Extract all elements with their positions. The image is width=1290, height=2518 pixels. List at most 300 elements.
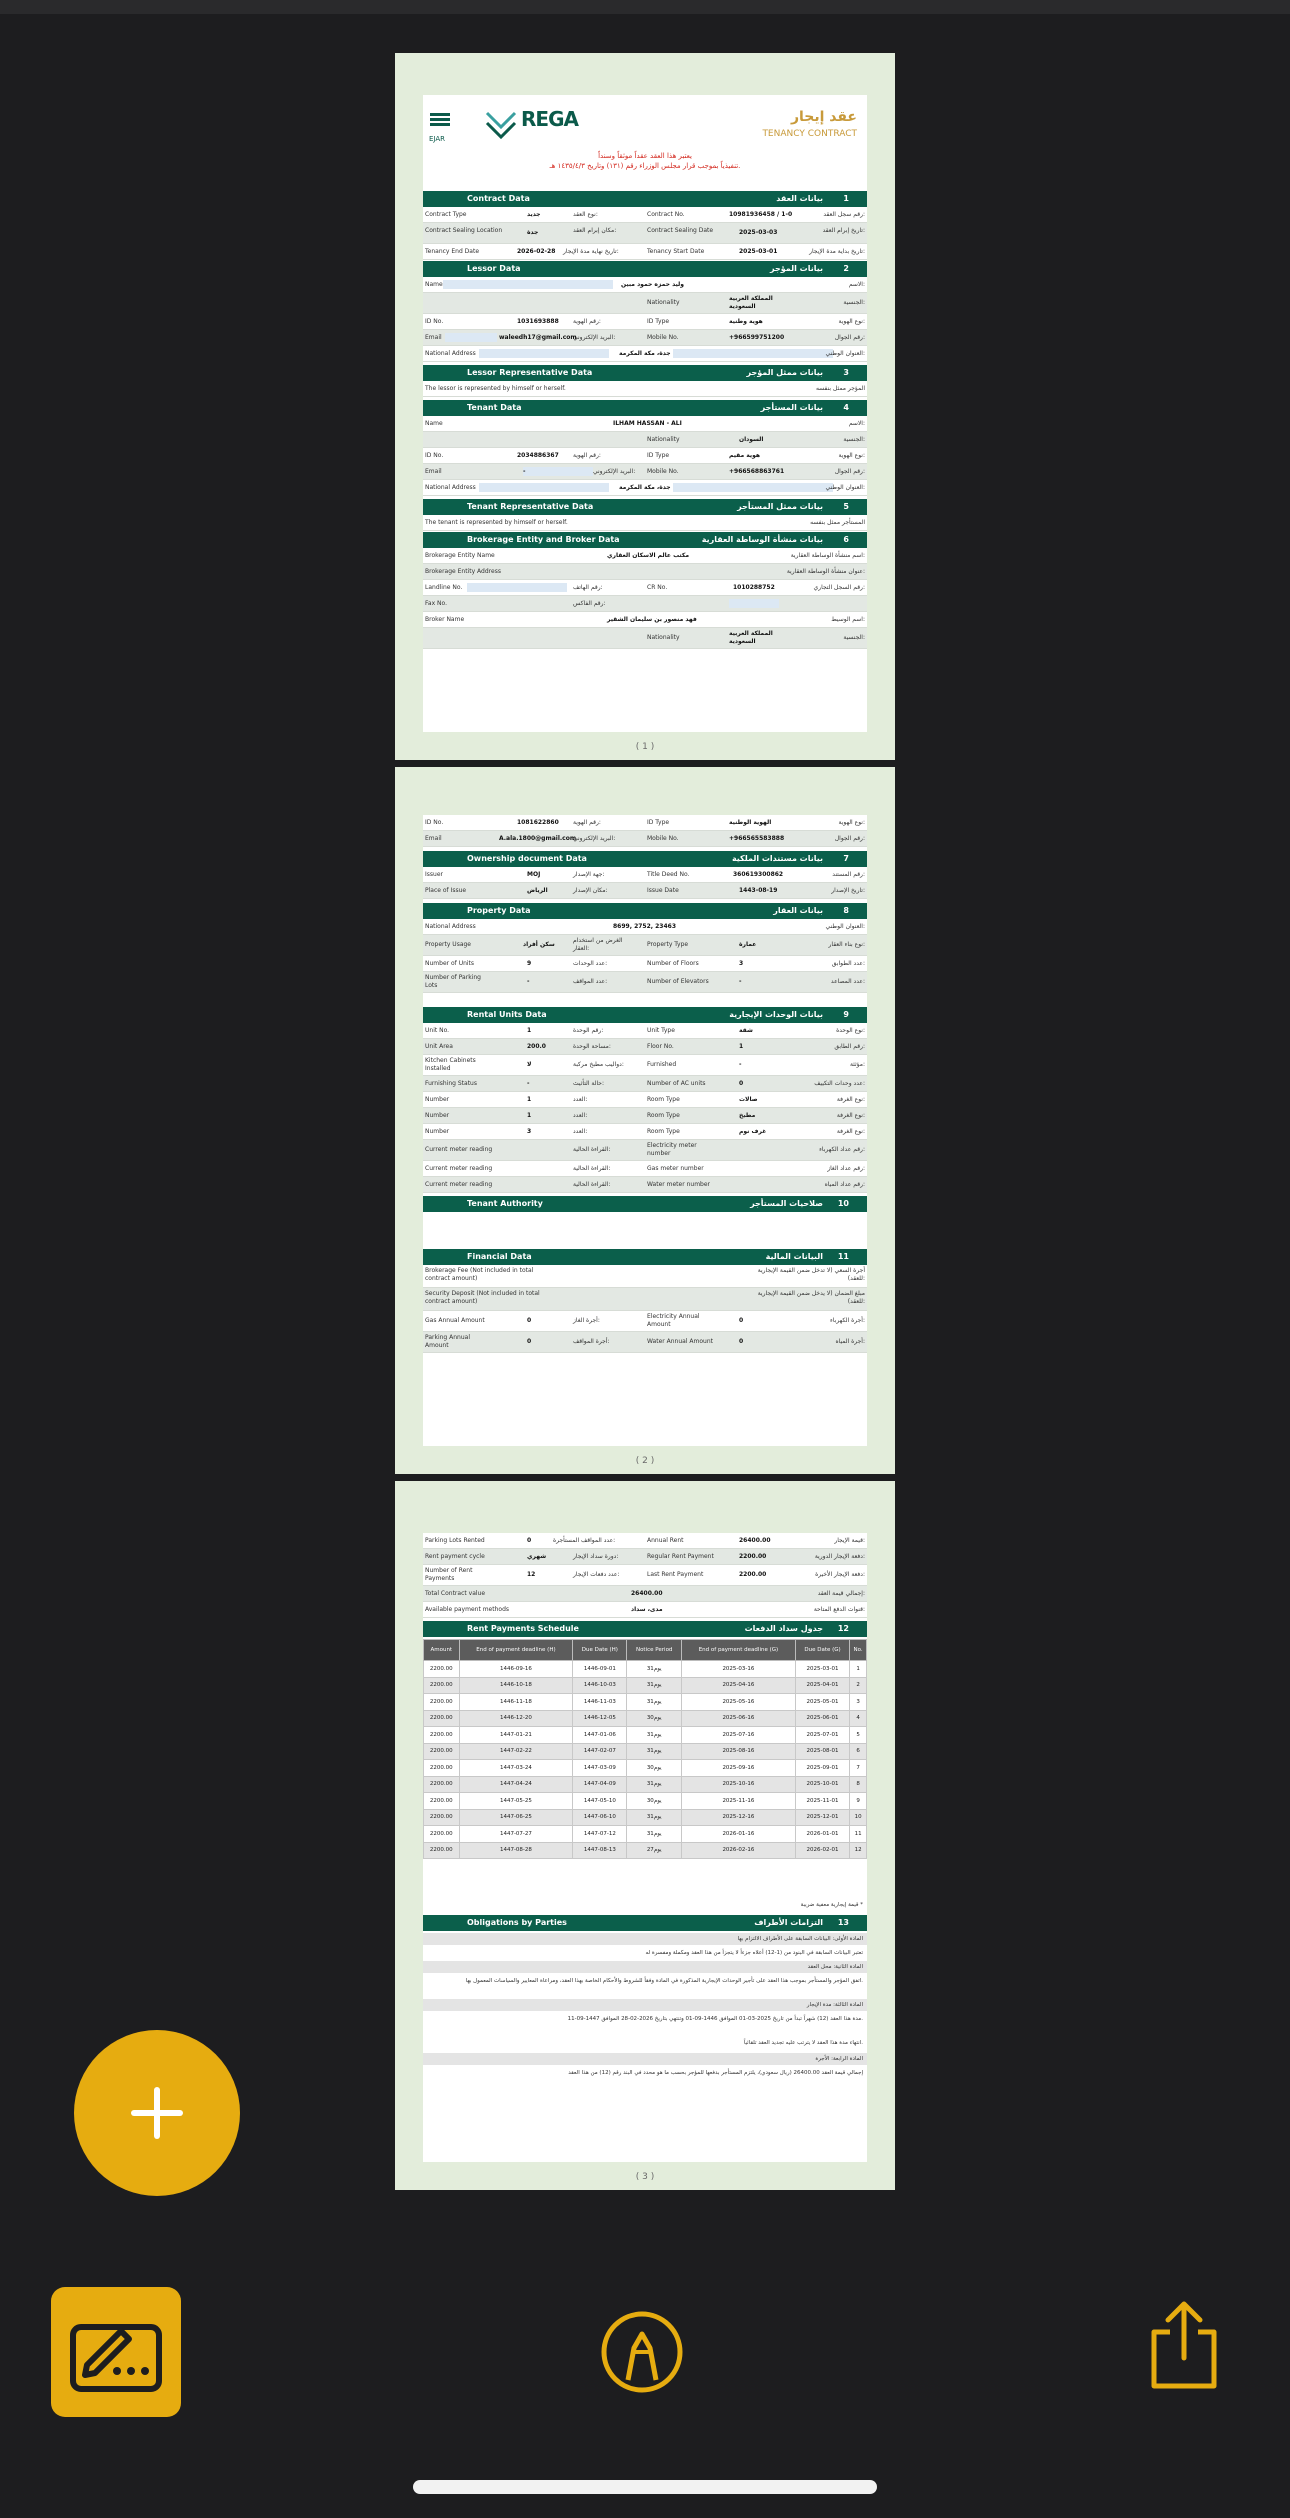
page-number: ( 3 ) — [635, 2172, 655, 2182]
field-label-ar: رقم عداد الكهرباء: — [819, 1146, 865, 1153]
table-cell: 2025-10-16 — [681, 1776, 795, 1793]
field-value: - — [527, 1080, 530, 1087]
table-cell: 12 — [850, 1842, 867, 1859]
field-value: 1 — [527, 1096, 532, 1103]
section-number: 9 — [843, 1010, 849, 1019]
field-label-ar: رقم المستند: — [832, 871, 865, 878]
field-label-ar: مؤثثة: — [849, 1061, 865, 1068]
table-row — [424, 1710, 867, 1727]
section-title-en: Ownership document Data — [467, 854, 587, 863]
field-label: Mobile No. — [647, 468, 679, 475]
table-cell: 2200.00 — [424, 1694, 460, 1711]
field-label-ar: المؤجر ممثل بنفسه — [815, 385, 865, 392]
field-label-ar: نوع الوحدة: — [836, 1027, 865, 1034]
table-cell: 31يوم — [627, 1727, 682, 1744]
article-title: المادة الثالثة: مدة الإيجار — [423, 1999, 867, 2011]
field-label-ar: أجرة المواقف: — [573, 1338, 610, 1345]
article-text: مدة هذا العقد (12) شهراً تبدأ من تاريخ 2025-03-01 الموافق 1446-09-01 وتنتهي بتاريخ 2026-02-28 الموافق 1447-09-11. — [567, 2016, 863, 2022]
table-cell: 8 — [850, 1776, 867, 1793]
field-label-ar: رقم الوحدة: — [573, 1027, 604, 1034]
table-cell: 31يوم — [627, 1826, 682, 1843]
field-value: 0 — [739, 1317, 744, 1324]
field-value: عمارة — [739, 941, 757, 948]
field-label: National Address — [425, 350, 476, 357]
field-label: Email — [425, 835, 442, 842]
section-title-en: Rental Units Data — [467, 1010, 547, 1019]
article-text: إجمالي قيمة العقد 26400.00 (ريال سعودي)، يلتزم المستأجر بدفعها للمؤجر بحسب ما هو محدد في البند رقم (12) من هذا العقد — [568, 2070, 863, 2076]
field-value: مطبخ — [739, 1112, 756, 1119]
field-label-ar: دفعة الإيجار الأخيرة: — [815, 1571, 865, 1578]
field-label-ar: اسم منشأة الوساطة العقارية: — [790, 552, 865, 559]
share-button[interactable] — [1148, 2300, 1220, 2392]
field-label-ar: نوع الغرفة: — [836, 1128, 865, 1135]
field-value: 0 — [527, 1338, 532, 1345]
section-tenant-data — [423, 400, 867, 416]
table-row — [424, 1694, 867, 1711]
field-label-ar: العنوان الوطني: — [825, 484, 865, 491]
room-row — [423, 1124, 867, 1140]
field-label-ar: قيمة الإيجار: — [834, 1537, 865, 1544]
section-number: 8 — [843, 906, 849, 915]
table-cell: 2200.00 — [424, 1842, 460, 1859]
table-cell: 31يوم — [627, 1677, 682, 1694]
table-cell: 1 — [850, 1661, 867, 1678]
column-header: Notice Period — [627, 1640, 682, 1661]
section-title-ar: صلاحيات المستأجر — [750, 1199, 823, 1208]
tenant-address-row — [423, 480, 867, 496]
table-cell: 2025-04-16 — [681, 1677, 795, 1694]
table-cell: 30يوم — [627, 1793, 682, 1810]
field-value: 1443-08-19 — [739, 887, 778, 894]
table-cell: 10 — [850, 1809, 867, 1826]
table-cell: 2025-07-01 — [795, 1727, 849, 1744]
table-row — [424, 1793, 867, 1810]
notarized-notice — [483, 151, 807, 171]
field-value: غرف نوم — [739, 1128, 767, 1135]
field-label: Nationality — [647, 436, 680, 443]
field-label: Gas meter number — [647, 1165, 704, 1172]
field-label-ar: رقم الهاتف: — [573, 584, 603, 591]
table-cell: 27يوم — [627, 1842, 682, 1859]
page-number: ( 2 ) — [635, 1456, 655, 1466]
column-header: Due Date (G) — [795, 1640, 849, 1661]
table-cell: 2025-06-16 — [681, 1710, 795, 1727]
issuer-row — [423, 867, 867, 883]
field-value: 1081622860 — [517, 819, 559, 826]
field-label-ar: نوع العقد: — [573, 211, 598, 218]
section-number: 5 — [843, 502, 849, 511]
section-tenant-representative — [423, 499, 867, 515]
field-value: 200.0 — [527, 1043, 546, 1050]
article-text: انتهاء مدة هذا العقد لا يترتب عليه تجديد العقد تلقائياً. — [743, 2040, 863, 2046]
table-cell: 11 — [850, 1826, 867, 1843]
section-payment-schedule — [423, 1621, 867, 1637]
field-value: جديد — [527, 211, 541, 218]
markup-pen-button[interactable] — [600, 2310, 684, 2394]
field-label-ar: رقم الطابق: — [834, 1043, 865, 1050]
table-cell: 30يوم — [627, 1710, 682, 1727]
table-row — [424, 1677, 867, 1694]
section-title-en: Financial Data — [467, 1252, 532, 1261]
field-label: Number — [425, 1112, 450, 1119]
field-label-ar: أجرة المياه: — [835, 1338, 865, 1345]
field-value: 2026-02-28 — [517, 248, 556, 255]
field-label: ID Type — [647, 452, 670, 459]
field-label: Fax No. — [425, 600, 447, 607]
table-cell: 2025-10-01 — [795, 1776, 849, 1793]
field-label: Nationality — [647, 299, 680, 306]
table-row — [424, 1661, 867, 1678]
field-label-ar: رقم سجل العقد: — [823, 211, 865, 218]
field-label-ar: عنوان منشأة الوساطة العقارية: — [786, 568, 865, 575]
table-cell: 31يوم — [627, 1694, 682, 1711]
field-label: Tenancy Start Date — [647, 248, 705, 255]
section-tenant-authority — [423, 1196, 867, 1212]
field-label: Brokerage Fee (Not included in total contract amount) — [425, 1267, 534, 1282]
table-cell: 1447-06-25 — [459, 1809, 573, 1826]
field-value: 1 — [739, 1043, 744, 1050]
field-label-ar: دواليب مطبخ مركبة: — [573, 1061, 624, 1068]
document-page-1[interactable] — [395, 53, 895, 760]
parking-row — [423, 972, 867, 993]
section-lessor-representative — [423, 365, 867, 381]
field-label: Title Deed No. — [647, 871, 690, 878]
svg-text:EJAR: EJAR — [429, 135, 446, 143]
field-label-ar: دورة سداد الإيجار: — [573, 1553, 619, 1560]
table-body — [424, 1661, 867, 1859]
table-cell: 1446-09-16 — [459, 1661, 573, 1678]
field-label: Contract No. — [647, 211, 685, 218]
field-label-ar: المستأجر ممثل بنفسه — [810, 519, 865, 526]
table-cell: 2025-06-01 — [795, 1710, 849, 1727]
field-value: مدى، سداد — [631, 1606, 663, 1613]
table-cell: 2026-02-01 — [795, 1842, 849, 1859]
broker-id-row — [423, 815, 867, 831]
table-cell: 2025-12-16 — [681, 1809, 795, 1826]
field-label: Brokerage Entity Address — [425, 568, 501, 575]
section-number: 2 — [843, 264, 849, 273]
field-label-ar: البريد الإلكتروني: — [593, 468, 636, 475]
contract-header — [423, 95, 867, 155]
field-label: ID Type — [647, 318, 670, 325]
section-title-en: Lessor Data — [467, 264, 521, 273]
field-value: 0 — [739, 1080, 744, 1087]
field-label-ar: الجنسية: — [843, 436, 865, 443]
redaction-box — [479, 349, 609, 358]
table-cell: 1446-11-18 — [459, 1694, 573, 1711]
field-label-ar: قنوات الدفع المتاحة: — [813, 1606, 865, 1613]
field-label: Room Type — [647, 1112, 680, 1119]
section-number: 13 — [837, 1918, 849, 1927]
lessor-address-row — [423, 346, 867, 362]
field-value: +966568863761 — [729, 468, 785, 475]
table-cell: 4 — [850, 1710, 867, 1727]
electricity-meter-row — [423, 1140, 867, 1161]
field-value: السودان — [739, 436, 764, 443]
page-sheet — [423, 815, 867, 1446]
table-cell: 2200.00 — [424, 1776, 460, 1793]
table-row — [424, 1743, 867, 1760]
field-value: 2025-03-03 — [739, 229, 778, 236]
field-label: Furnishing Status — [425, 1080, 477, 1087]
table-cell: 1447-05-25 — [459, 1793, 573, 1810]
page-sheet — [423, 95, 867, 732]
tenant-email-row — [423, 464, 867, 480]
section-title-ar: بيانات ممثل المؤجر — [746, 368, 823, 377]
table-row — [424, 1842, 867, 1859]
tenant-rep-row — [423, 515, 867, 531]
parking-amount-row — [423, 1332, 867, 1353]
field-label-ar: رقم عداد المياه: — [824, 1181, 865, 1188]
field-label: Parking Lots Rented — [425, 1537, 485, 1544]
table-cell: 1447-02-22 — [459, 1743, 573, 1760]
field-value: 0 — [527, 1317, 532, 1324]
field-label-ar: تاريخ نهاية مدة الإيجار: — [563, 248, 619, 255]
field-value: هوية مقيم — [729, 452, 761, 459]
table-cell: 2025-09-16 — [681, 1760, 795, 1777]
field-value: - — [739, 978, 742, 985]
field-label: Regular Rent Payment — [647, 1553, 714, 1560]
field-label-ar: الجنسية: — [843, 634, 865, 641]
field-label: Unit Area — [425, 1043, 453, 1050]
document-page-3[interactable] — [395, 1481, 895, 2190]
table-cell: 2026-02-16 — [681, 1842, 795, 1859]
section-number: 1 — [843, 194, 849, 203]
field-value: - — [527, 978, 530, 985]
lessor-name-row — [423, 277, 867, 293]
total-value-row — [423, 1586, 867, 1602]
field-value: شهري — [527, 1553, 547, 1560]
field-label: Property Usage — [425, 941, 471, 948]
field-label: Number of AC units — [647, 1080, 706, 1087]
table-cell: 2026-01-01 — [795, 1826, 849, 1843]
field-value: وليد حمزه حمود مبين — [621, 281, 684, 288]
field-label: Electricity Annual Amount — [647, 1313, 700, 1328]
field-value: - — [739, 1061, 742, 1068]
room-row — [423, 1092, 867, 1108]
table-cell: 1446-09-01 — [573, 1661, 627, 1678]
table-cell: 2025-12-01 — [795, 1809, 849, 1826]
signature-button[interactable] — [51, 2287, 181, 2417]
field-label: Contract Sealing Date — [647, 227, 714, 234]
field-label: Floor No. — [647, 1043, 674, 1050]
table-row — [424, 1760, 867, 1777]
property-usage-row — [423, 935, 867, 956]
section-contract-data — [423, 191, 867, 207]
field-label-ar: نوع الغرفة: — [836, 1096, 865, 1103]
rega-wordmark: REGA — [521, 107, 578, 131]
field-label: Number of Elevators — [647, 978, 709, 985]
section-title-en: Brokerage Entity and Broker Data — [467, 535, 620, 544]
field-label: Number of Rent Payments — [425, 1567, 473, 1582]
field-value: فهد منصور بن سليمان الشقير — [607, 616, 697, 623]
field-value: 8699, 2752, 23463 — [613, 923, 677, 930]
field-label: Number — [425, 1096, 450, 1103]
field-label-ar: نوع الغرفة: — [836, 1112, 865, 1119]
table-cell: 7 — [850, 1760, 867, 1777]
field-label: Water Annual Amount — [647, 1338, 713, 1345]
table-cell: 31يوم — [627, 1661, 682, 1678]
field-label: Current meter reading — [425, 1165, 493, 1172]
table-cell: 31يوم — [627, 1743, 682, 1760]
field-value: 360619300862 — [733, 871, 784, 878]
section-title-en: Tenant Data — [467, 403, 522, 412]
kitchen-row — [423, 1055, 867, 1076]
broker-nationality-row — [423, 628, 867, 649]
field-label-ar: رقم عداد الغاز: — [827, 1165, 865, 1172]
add-button[interactable] — [74, 2030, 240, 2196]
payment-methods-row — [423, 1602, 867, 1618]
gas-meter-row — [423, 1161, 867, 1177]
field-label: Email — [425, 334, 442, 341]
pen-circle-icon — [600, 2310, 684, 2394]
table-cell: 2026-01-16 — [681, 1826, 795, 1843]
field-label: Landline No. — [425, 584, 463, 591]
section-number: 6 — [843, 535, 849, 544]
field-label: Tenancy End Date — [425, 248, 480, 255]
num-payments-row — [423, 1565, 867, 1586]
field-label: Property Type — [647, 941, 689, 948]
section-title-ar: بيانات منشأة الوساطة العقارية — [701, 535, 823, 544]
table-cell: 2200.00 — [424, 1677, 460, 1694]
table-cell: 2200.00 — [424, 1809, 460, 1826]
field-label-ar: حالة التأثيث: — [573, 1080, 605, 1087]
column-header: End of payment deadline (H) — [459, 1640, 573, 1661]
field-label: Contract Sealing Location — [425, 227, 503, 234]
field-label-ar: أجرة الغاز: — [573, 1317, 600, 1324]
field-label-ar: رقم الجوال: — [834, 835, 865, 842]
column-header: Due Date (H) — [573, 1640, 627, 1661]
contract-type-row — [423, 207, 867, 223]
page-sheet — [423, 1533, 867, 2162]
field-label: National Address — [425, 923, 476, 930]
field-label-ar: جهة الإصدار: — [573, 871, 605, 878]
table-cell: 1447-04-24 — [459, 1776, 573, 1793]
table-cell: 2200.00 — [424, 1760, 460, 1777]
field-label-ar: أجرة السعي (لا تدخل ضمن القيمة الإيجارية للعقد): — [757, 1267, 865, 1282]
section-title-ar: بيانات ممثل المستأجر — [737, 502, 823, 511]
field-label: Water meter number — [647, 1181, 711, 1188]
tenant-id-row — [423, 448, 867, 464]
field-label: Brokerage Entity Name — [425, 552, 495, 559]
field-value: صالات — [739, 1096, 758, 1103]
field-label-ar: أجرة الكهرباء: — [830, 1317, 865, 1324]
table-cell: 2200.00 — [424, 1743, 460, 1760]
tax-note: قيمة إيجارية معفية ضريبة * — [800, 1902, 863, 1908]
table-cell: 1447-03-09 — [573, 1760, 627, 1777]
table-row — [424, 1727, 867, 1744]
redaction-box — [445, 333, 497, 342]
field-value: 3 — [527, 1128, 532, 1135]
tenancy-dates-row — [423, 244, 867, 260]
field-label: Security Deposit (Not included in total contract amount) — [425, 1290, 540, 1305]
field-label: Total Contract value — [425, 1590, 486, 1597]
field-label-ar: الاسم: — [848, 281, 865, 288]
table-cell: 2025-11-01 — [795, 1793, 849, 1810]
field-value: 0 — [739, 1338, 744, 1345]
field-label-ar: عدد دفعات الإيجار: — [573, 1571, 620, 1578]
field-label-ar: نوع بناء العقار: — [828, 941, 865, 948]
field-label: Issue Date — [647, 887, 679, 894]
article-title: المادة الثانية: محل العقد — [423, 1961, 867, 1973]
section-title-ar: التزامات الأطراف — [754, 1918, 823, 1927]
table-cell: 2 — [850, 1677, 867, 1694]
field-label: Number of Units — [425, 960, 475, 967]
redaction-box — [479, 483, 609, 492]
signature-icon — [69, 2307, 163, 2397]
field-label: Unit No. — [425, 1027, 450, 1034]
home-indicator[interactable] — [413, 2480, 877, 2494]
field-label: Name — [425, 420, 443, 427]
field-label: Last Rent Payment — [647, 1571, 704, 1578]
field-label-ar: العنوان الوطني: — [825, 923, 865, 930]
field-label-ar: تاريخ إبرام العقد: — [822, 227, 865, 234]
field-label-ar: مبلغ الضمان (لا يدخل ضمن القيمة الإيجارية للعقد): — [757, 1290, 865, 1305]
field-value: الهوية الوطنية — [729, 819, 772, 826]
field-label-ar: نوع الهوية: — [838, 318, 865, 325]
field-label: Nationality — [647, 634, 680, 641]
rega-logo-icon — [483, 109, 519, 141]
field-label: Room Type — [647, 1128, 680, 1135]
field-label-ar: رقم الهوية: — [573, 819, 601, 826]
field-label-ar: العدد: — [573, 1112, 588, 1119]
column-header: Amount — [424, 1640, 460, 1661]
field-label-ar: مكان الإصدار: — [573, 887, 608, 894]
field-label-ar: عدد وحدات التكييف: — [814, 1080, 865, 1087]
field-label: Room Type — [647, 1096, 680, 1103]
table-cell: 1446-12-20 — [459, 1710, 573, 1727]
table-cell: 2025-11-16 — [681, 1793, 795, 1810]
table-row — [424, 1776, 867, 1793]
contract-title-english: TENANCY CONTRACT — [762, 129, 857, 139]
table-row — [424, 1809, 867, 1826]
field-value: 26400.00 — [631, 1590, 663, 1597]
field-value: سكن أفراد — [523, 941, 555, 948]
table-cell: 1447-04-09 — [573, 1776, 627, 1793]
field-label: ID No. — [425, 819, 444, 826]
field-label-ar: القراءة الحالية: — [573, 1165, 611, 1172]
table-cell: 1447-07-12 — [573, 1826, 627, 1843]
section-number: 3 — [843, 368, 849, 377]
table-row — [424, 1826, 867, 1843]
table-cell: 2025-08-01 — [795, 1743, 849, 1760]
field-value: 10981936458 / 1-0 — [729, 211, 793, 218]
unit-no-row — [423, 1023, 867, 1039]
field-value: A.ala.1800@gmail.com — [499, 835, 577, 842]
redaction-box — [523, 467, 593, 476]
field-label-ar: تاريخ الإصدار: — [831, 887, 865, 894]
field-label: Annual Rent — [647, 1537, 684, 1544]
table-cell: 1446-12-05 — [573, 1710, 627, 1727]
field-value: هوية وطنية — [729, 318, 763, 325]
field-value: 1 — [527, 1112, 532, 1119]
section-number: 10 — [837, 1199, 849, 1208]
lessor-email-row — [423, 330, 867, 346]
article-text: اتفق المؤجر والمستأجر بموجب هذا العقد على تأجير الوحدات الإيجارية المذكورة في المادة وفقاً للشروط والأحكام الخاصة بهذا العقد، ومراعاة المعايير والسياسات المعمول بها. — [465, 1978, 863, 1984]
field-label-ar: العدد: — [573, 1096, 588, 1103]
field-label: Furnished — [647, 1061, 677, 1068]
document-page-2[interactable] — [395, 767, 895, 1474]
section-title-ar: بيانات المؤجر — [770, 264, 823, 273]
table-cell: 2025-07-16 — [681, 1727, 795, 1744]
tenant-name-row — [423, 416, 867, 432]
field-label-ar: القراءة الحالية: — [573, 1146, 611, 1153]
room-row — [423, 1108, 867, 1124]
field-label: Kitchen Cabinets Installed — [425, 1057, 476, 1072]
field-value: +966565583888 — [729, 835, 785, 842]
field-label: Number of Parking Lots — [425, 974, 481, 989]
section-number: 11 — [837, 1252, 849, 1261]
